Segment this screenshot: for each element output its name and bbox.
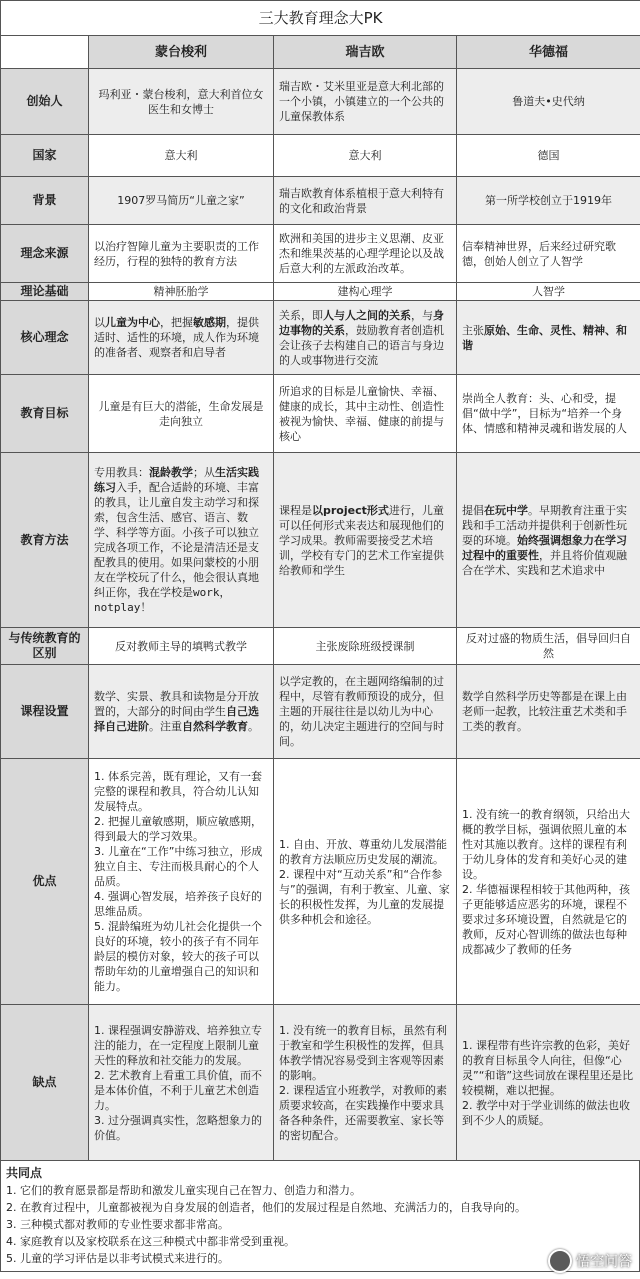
cell-difference-montessori: 反对教师主导的填鸭式教学 [89, 628, 274, 665]
list-item: 1. 课程带有些许宗教的色彩，美好的教育目标虽令人向往，但像“心灵”“和谐”这些词放在课程里还是比较模糊，难以把握。 [462, 1038, 634, 1097]
cell-founder-montessori: 玛利亚・蒙台梭利，意大利首位女医生和女博士 [89, 69, 274, 135]
row-pros [1, 759, 640, 1005]
list-item: 1. 没有统一的教育目标，虽然有利于教室和学生积极性的发挥，但具体教学情况容易受到主客观等因素的影响。 [279, 1023, 447, 1082]
table-title-row [1, 1, 640, 36]
row-difference [1, 628, 640, 665]
cell-difference-reggio: 主张废除班级授课制 [274, 628, 457, 665]
list-item: 3. 儿童在“工作”中练习独立，形成独立自主、专注而极具耐心的个人品质。 [94, 845, 263, 888]
list-item: 3. 三种模式都对教师的专业性要求都非常高。 [6, 1218, 229, 1231]
list-item: 1. 它们的教育愿景都是帮助和激发儿童实现自己在智力、创造力和潜力。 [6, 1184, 361, 1197]
cell-theory-waldorf: 人智学 [457, 283, 640, 301]
row-goal [1, 375, 640, 453]
row-label-theory: 理论基础 [1, 283, 89, 301]
list-item: 4. 强调心智发展，培养孩子良好的思维品质。 [94, 890, 262, 918]
list-item: 2. 在教育过程中，儿童都被视为自身发展的创造者，他们的发展过程是自然地、充满活力的，自我导向的。 [6, 1201, 526, 1214]
row-label-country: 国家 [1, 135, 89, 177]
list-item: 2. 课程中对“互动关系”和“合作参与”的强调，有利于教室、儿童、家长的积极性发挥，为儿童的发展提供多种机会和途径。 [279, 867, 450, 926]
cell-source-waldorf: 信奉精神世界，后来经过研究歌德，创始人创立了人智学 [457, 225, 640, 283]
cell-goal-waldorf: 崇尚全人教育：头、心和受，提倡“做中学”，目标为“培养一个身体、情感和精神灵魂和谐发展的人 [457, 375, 640, 453]
cell-method-reggio: 课程是以project形式进行，儿童可以任何形式来表达和展现他们的学习成果。教师需要接受艺术培训，学校有专门的艺术工作室提供给教师和学生 [274, 453, 457, 628]
cell-founder-waldorf: 鲁道夫•史代纳 [457, 69, 640, 135]
list-item: 5. 混龄编班为幼儿社会化提供一个良好的环境，较小的孩子有不同年龄层的模仿对象，较大的孩子可以帮助年幼的儿童增强自己的知识和能力。 [94, 920, 262, 993]
row-label-pros: 优点 [1, 759, 89, 1005]
corner-cell [1, 36, 89, 69]
row-label-background: 背景 [1, 177, 89, 225]
list-item: 2. 教学中对于学业训练的做法也收到不少人的质疑。 [462, 1098, 630, 1127]
list-item: 2. 把握儿童敏感期，顺应敏感期，得到最大的学习效果。 [94, 815, 262, 843]
row-method [1, 453, 640, 628]
list-item: 3. 过分强调真实性，忽略想象力的价值。 [94, 1113, 262, 1142]
cell-source-montessori: 以治疗智障儿童为主要职责的工作经历，行程的独特的教育方法 [89, 225, 274, 283]
row-founder [1, 69, 640, 135]
watermark-text: 悟空问答 [576, 1254, 632, 1270]
cell-country-waldorf: 德国 [457, 135, 640, 177]
cell-method-montessori: 专用教具：混龄教学；从生活实践练习入手，配合适龄的环境、丰富的教具，让儿童自发主动学习和探索，包含生活、感官、语言、数学、科学等方面。小孩子可以独立完成各项工作，不论是清洁还是支配教具的使用。如果问蒙校的小朋友在学校玩了什么，他会很认真地纠正你，我在学校是work，notplay！ [89, 453, 274, 628]
list-item: 2. 艺术教育上看重工具价值，而不是本体价值，不利于儿童艺术创造力。 [94, 1068, 262, 1112]
watermark [548, 1249, 632, 1273]
cell-background-waldorf: 第一所学校创立于1919年 [457, 177, 640, 225]
list-item: 1. 没有统一的教育纲领，只给出大概的教学目标，强调依照儿童的本性对其施以教育。这样的课程有利于幼儿身体的发育和美好心灵的建设。 [462, 807, 630, 881]
table-title: 三大教育理念大PK [1, 1, 640, 36]
list-item: 2. 课程适宜小班教学，对教师的素质要求较高，在实践操作中要求具备各种条件，还需要教室、家长等的密切配合。 [279, 1083, 447, 1142]
row-background [1, 177, 640, 225]
cell-goal-reggio: 所追求的目标是儿童愉快、幸福、健康的成长，其中主动性、创造性被视为愉快、幸福、健康的前提与核心 [274, 375, 457, 453]
cell-background-reggio: 瑞吉欧教育体系植根于意大利特有的文化和政治背景 [274, 177, 457, 225]
row-label-curriculum: 课程设置 [1, 665, 89, 759]
cell-curriculum-reggio: 以学定教的，在主题网络编制的过程中，尽管有教师预设的成分，但主题的开展往往是以幼儿为中心的，幼儿决定主题进行的空间与时间。 [274, 665, 457, 759]
row-label-difference: 与传统教育的区别 [1, 628, 89, 665]
cell-difference-waldorf: 反对过盛的物质生活，倡导回归自然 [457, 628, 640, 665]
cell-founder-reggio: 瑞吉欧・艾米里亚是意大利北部的一个小镇，小镇建立的一个公共的儿童保教体系 [274, 69, 457, 135]
list-item: 1. 自由、开放、尊重幼儿发展潜能的教育方法顺应历史发展的潮流。 [279, 837, 447, 866]
row-theory [1, 283, 640, 301]
cell-source-reggio: 欧洲和美国的进步主义思潮、皮亚杰和维果茨基的心理学理论以及战后意大利的左派政治改革。 [274, 225, 457, 283]
row-cons [1, 1005, 640, 1161]
cell-core-montessori: 以儿童为中心，把握敏感期，提供适时、适性的环境，成人作为环境的准备者、观察者和启导者 [89, 301, 274, 375]
cell-cons-reggio [274, 1005, 457, 1161]
cell-cons-montessori [89, 1005, 274, 1161]
cell-theory-reggio: 建构心理学 [274, 283, 457, 301]
row-country [1, 135, 640, 177]
cell-goal-montessori: 儿童是有巨大的潜能，生命发展是走向独立 [89, 375, 274, 453]
common-points-section [0, 1161, 640, 1272]
row-curriculum [1, 665, 640, 759]
cell-background-montessori: 1907罗马简历“儿童之家” [89, 177, 274, 225]
list-item: 5. 儿童的学习评估是以非考试模式来进行的。 [6, 1252, 229, 1265]
cell-country-montessori: 意大利 [89, 135, 274, 177]
cell-pros-waldorf [457, 759, 640, 1005]
list-item: 2. 华德福课程相较于其他两种，孩子更能够适应恶劣的环境，课程不要求过多环境设置，自然就是它的教师，反对心智训练的做法也每种成都减少了教师的任务 [462, 882, 630, 956]
row-label-source: 理念来源 [1, 225, 89, 283]
cell-theory-montessori: 精神胚胎学 [89, 283, 274, 301]
cell-method-waldorf: 提倡在玩中学。早期教育注重于实践和手工活动并提供利于创新性玩耍的环境。始终强调想象力在学习过程中的重要性，并且将价值观融合在学术、实践和艺术追求中 [457, 453, 640, 628]
cell-country-reggio: 意大利 [274, 135, 457, 177]
column-header-waldorf: 华德福 [457, 36, 640, 69]
list-item: 1. 体系完善，既有理论，又有一套完整的课程和教具，符合幼儿认知发展特点。 [94, 770, 262, 813]
cell-curriculum-waldorf: 数学自然科学历史等都是在课上由老师一起教，比较注重艺术类和手工类的教育。 [457, 665, 640, 759]
row-label-core: 核心理念 [1, 301, 89, 375]
row-label-cons: 缺点 [1, 1005, 89, 1161]
column-header-reggio: 瑞吉欧 [274, 36, 457, 69]
cell-pros-reggio [274, 759, 457, 1005]
cell-pros-montessori [89, 759, 274, 1005]
cell-cons-waldorf [457, 1005, 640, 1161]
list-item: 4. 家庭教育以及家校联系在这三种模式中都非常受到重视。 [6, 1235, 295, 1248]
row-label-goal: 教育目标 [1, 375, 89, 453]
cell-core-reggio: 关系，即人与人之间的关系，与身边事物的关系，鼓励教育者创造机会让孩子去构建自己的语言与身边的人或事物进行交流 [274, 301, 457, 375]
cell-core-waldorf: 主张原始、生命、灵性、精神、和谐 [457, 301, 640, 375]
row-label-founder: 创始人 [1, 69, 89, 135]
row-label-method: 教育方法 [1, 453, 89, 628]
row-source [1, 225, 640, 283]
row-core [1, 301, 640, 375]
column-header-montessori: 蒙台梭利 [89, 36, 274, 69]
cell-curriculum-montessori: 数学、实景、教具和读物是分开放置的，大部分的时间由学生自己选择自己进阶。注重自然科学教育。 [89, 665, 274, 759]
common-points-heading: 共同点 [6, 1166, 43, 1180]
wukong-logo-icon [548, 1249, 572, 1273]
list-item: 1. 课程强调安静游戏、培养独立专注的能力，在一定程度上限制儿童天性的释放和社交能力的发展。 [94, 1023, 262, 1067]
column-header-row [1, 36, 640, 69]
